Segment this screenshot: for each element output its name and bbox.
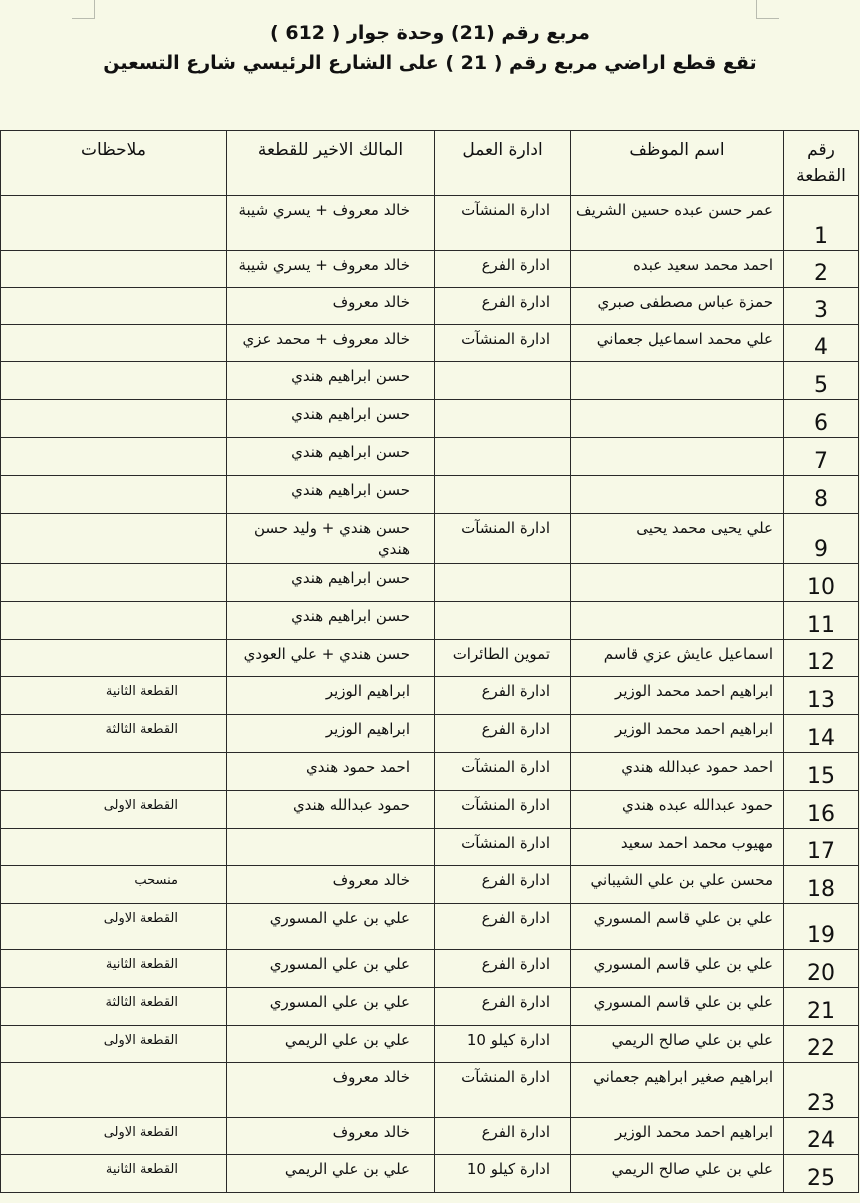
col-header-last-owner: المالك الاخير للقطعة (227, 131, 435, 196)
last-owner: ابراهيم الوزير (227, 677, 435, 715)
plot-number: 4 (784, 325, 859, 362)
notes-cell: القطعة الاولى (1, 1026, 227, 1063)
employee-name (571, 362, 784, 400)
table-row (1, 829, 859, 866)
plot-number: 18 (784, 866, 859, 904)
table-row (1, 950, 859, 988)
table-row (1, 400, 859, 438)
department: ادارة الفرع (435, 288, 571, 325)
employee-name (571, 476, 784, 514)
plot-number: 20 (784, 950, 859, 988)
department: ادارة المنشآت (435, 196, 571, 251)
plot-number: 19 (784, 904, 859, 950)
last-owner: حسن ابراهيم هندي (227, 564, 435, 602)
last-owner: خالد معروف (227, 866, 435, 904)
department: ادارة المنشآت (435, 753, 571, 791)
last-owner: علي بن علي المسوري (227, 988, 435, 1026)
department (435, 602, 571, 640)
table-row (1, 1118, 859, 1155)
table-row (1, 1063, 859, 1118)
table-row (1, 1026, 859, 1063)
employee-name: اسماعيل عايش عزي قاسم (571, 640, 784, 677)
last-owner: احمد حمود هندي (227, 753, 435, 791)
employee-name: علي محمد اسماعيل جعماني (571, 325, 784, 362)
employee-name: ابراهيم صغير ابراهيم جعماني (571, 1063, 784, 1118)
table-row (1, 564, 859, 602)
last-owner: خالد معروف + يسري شيبة (227, 196, 435, 251)
employee-name: حمزة عباس مصطفى صبري (571, 288, 784, 325)
table-row (1, 196, 859, 251)
table-row (1, 904, 859, 950)
plot-number: 1 (784, 196, 859, 251)
table-row (1, 325, 859, 362)
heading-line-1: مربع رقم (21) وحدة جوار ( 612 ) (270, 22, 590, 44)
department: ادارة المنشآت (435, 325, 571, 362)
notes-cell (1, 362, 227, 400)
department: ادارة الفرع (435, 988, 571, 1026)
employee-name (571, 564, 784, 602)
notes-cell: القطعة الثانية (1, 1155, 227, 1193)
plot-number: 9 (784, 514, 859, 564)
department: ادارة المنشآت (435, 514, 571, 564)
table-row (1, 866, 859, 904)
last-owner: علي بن علي الريمي (227, 1155, 435, 1193)
table-row (1, 438, 859, 476)
department (435, 438, 571, 476)
notes-cell (1, 829, 227, 866)
plot-number: 10 (784, 564, 859, 602)
department: ادارة المنشآت (435, 829, 571, 866)
col-header-employee: اسم الموظف (571, 131, 784, 196)
department: تموين الطائرات (435, 640, 571, 677)
last-owner (227, 829, 435, 866)
page-corner-mark-right (756, 0, 779, 19)
employee-name: احمد حمود عبدالله هندي (571, 753, 784, 791)
notes-cell: القطعة الثالثة (1, 988, 227, 1026)
department: ادارة كيلو 10 (435, 1155, 571, 1193)
plot-number: 23 (784, 1063, 859, 1118)
plot-number: 7 (784, 438, 859, 476)
employee-name: علي بن علي قاسم المسوري (571, 988, 784, 1026)
table-row (1, 1155, 859, 1193)
plot-number: 13 (784, 677, 859, 715)
employee-name: ابراهيم احمد محمد الوزير (571, 715, 784, 753)
department (435, 564, 571, 602)
notes-cell: القطعة الثالثة (1, 715, 227, 753)
last-owner: خالد معروف + محمد عزي (227, 325, 435, 362)
plot-number: 24 (784, 1118, 859, 1155)
employee-name: مهيوب محمد احمد سعيد (571, 829, 784, 866)
table-row (1, 602, 859, 640)
notes-cell: القطعة الثانية (1, 950, 227, 988)
notes-cell (1, 514, 227, 564)
notes-cell: القطعة الثانية (1, 677, 227, 715)
table-row (1, 288, 859, 325)
last-owner: حسن ابراهيم هندي (227, 602, 435, 640)
employee-name: حمود عبدالله عبده هندي (571, 791, 784, 829)
table-body (1, 196, 859, 1193)
department: ادارة المنشآت (435, 791, 571, 829)
employee-name: محسن علي بن علي الشيباني (571, 866, 784, 904)
notes-cell (1, 438, 227, 476)
page-corner-mark-left (72, 0, 95, 19)
department (435, 362, 571, 400)
last-owner: خالد معروف + يسري شيبة (227, 251, 435, 288)
table-row (1, 362, 859, 400)
last-owner: حسن هندي + علي العودي (227, 640, 435, 677)
notes-cell: القطعة الاولى (1, 791, 227, 829)
col-header-plot-no: رقم القطعة (784, 131, 859, 196)
last-owner: علي بن علي الريمي (227, 1026, 435, 1063)
last-owner: حسن ابراهيم هندي (227, 400, 435, 438)
department: ادارة الفرع (435, 677, 571, 715)
notes-cell (1, 564, 227, 602)
plot-number: 22 (784, 1026, 859, 1063)
employee-name: ابراهيم احمد محمد الوزير (571, 1118, 784, 1155)
employee-name (571, 602, 784, 640)
table-header-row (1, 131, 859, 196)
last-owner: حسن هندي + وليد حسن هندي (227, 514, 435, 564)
last-owner: خالد معروف (227, 1118, 435, 1155)
department: ادارة الفرع (435, 251, 571, 288)
notes-cell (1, 400, 227, 438)
last-owner: حسن ابراهيم هندي (227, 476, 435, 514)
plot-number: 17 (784, 829, 859, 866)
notes-cell (1, 325, 227, 362)
employee-name: علي يحيى محمد يحيى (571, 514, 784, 564)
last-owner: ابراهيم الوزير (227, 715, 435, 753)
table-row (1, 988, 859, 1026)
plot-number: 14 (784, 715, 859, 753)
last-owner: علي بن علي المسوري (227, 950, 435, 988)
notes-cell: منسحب (1, 866, 227, 904)
last-owner: علي بن علي المسوري (227, 904, 435, 950)
department: ادارة الفرع (435, 715, 571, 753)
plot-number: 21 (784, 988, 859, 1026)
plot-number: 12 (784, 640, 859, 677)
table-row (1, 715, 859, 753)
notes-cell (1, 602, 227, 640)
notes-cell (1, 196, 227, 251)
plot-number: 2 (784, 251, 859, 288)
department: ادارة الفرع (435, 1118, 571, 1155)
table-row (1, 251, 859, 288)
employee-name: علي بن علي قاسم المسوري (571, 950, 784, 988)
last-owner: خالد معروف (227, 288, 435, 325)
department (435, 400, 571, 438)
department: ادارة الفرع (435, 904, 571, 950)
notes-cell: القطعة الاولى (1, 904, 227, 950)
employee-name: ابراهيم احمد محمد الوزير (571, 677, 784, 715)
table-row (1, 677, 859, 715)
notes-cell (1, 251, 227, 288)
notes-cell: القطعة الاولى (1, 1118, 227, 1155)
plot-number: 5 (784, 362, 859, 400)
table-row (1, 640, 859, 677)
department: ادارة كيلو 10 (435, 1026, 571, 1063)
plot-number: 3 (784, 288, 859, 325)
table-row (1, 476, 859, 514)
notes-cell (1, 640, 227, 677)
department: ادارة الفرع (435, 866, 571, 904)
notes-cell (1, 288, 227, 325)
employee-name: علي بن علي صالح الريمي (571, 1026, 784, 1063)
plots-table (0, 130, 859, 1193)
employee-name: علي بن علي قاسم المسوري (571, 904, 784, 950)
employee-name: عمر حسن عبده حسين الشريف (571, 196, 784, 251)
last-owner: خالد معروف (227, 1063, 435, 1118)
notes-cell (1, 476, 227, 514)
heading-line-2: تقع قطع اراضي مربع رقم ( 21 ) على الشارع الرئيسي شارع التسعين (103, 52, 757, 74)
table-row (1, 514, 859, 564)
plot-number: 6 (784, 400, 859, 438)
document-heading (0, 18, 860, 78)
department: ادارة المنشآت (435, 1063, 571, 1118)
employee-name: علي بن علي صالح الريمي (571, 1155, 784, 1193)
employee-name (571, 400, 784, 438)
department (435, 476, 571, 514)
notes-cell (1, 1063, 227, 1118)
notes-cell (1, 753, 227, 791)
employee-name: احمد محمد سعيد عبده (571, 251, 784, 288)
plot-number: 8 (784, 476, 859, 514)
department: ادارة الفرع (435, 950, 571, 988)
last-owner: حسن ابراهيم هندي (227, 438, 435, 476)
col-header-department: ادارة العمل (435, 131, 571, 196)
col-header-notes: ملاحظات (1, 131, 227, 196)
employee-name (571, 438, 784, 476)
last-owner: حسن ابراهيم هندي (227, 362, 435, 400)
plot-number: 25 (784, 1155, 859, 1193)
last-owner: حمود عبدالله هندي (227, 791, 435, 829)
plot-number: 11 (784, 602, 859, 640)
plot-number: 16 (784, 791, 859, 829)
plot-number: 15 (784, 753, 859, 791)
table-row (1, 753, 859, 791)
table-row (1, 791, 859, 829)
